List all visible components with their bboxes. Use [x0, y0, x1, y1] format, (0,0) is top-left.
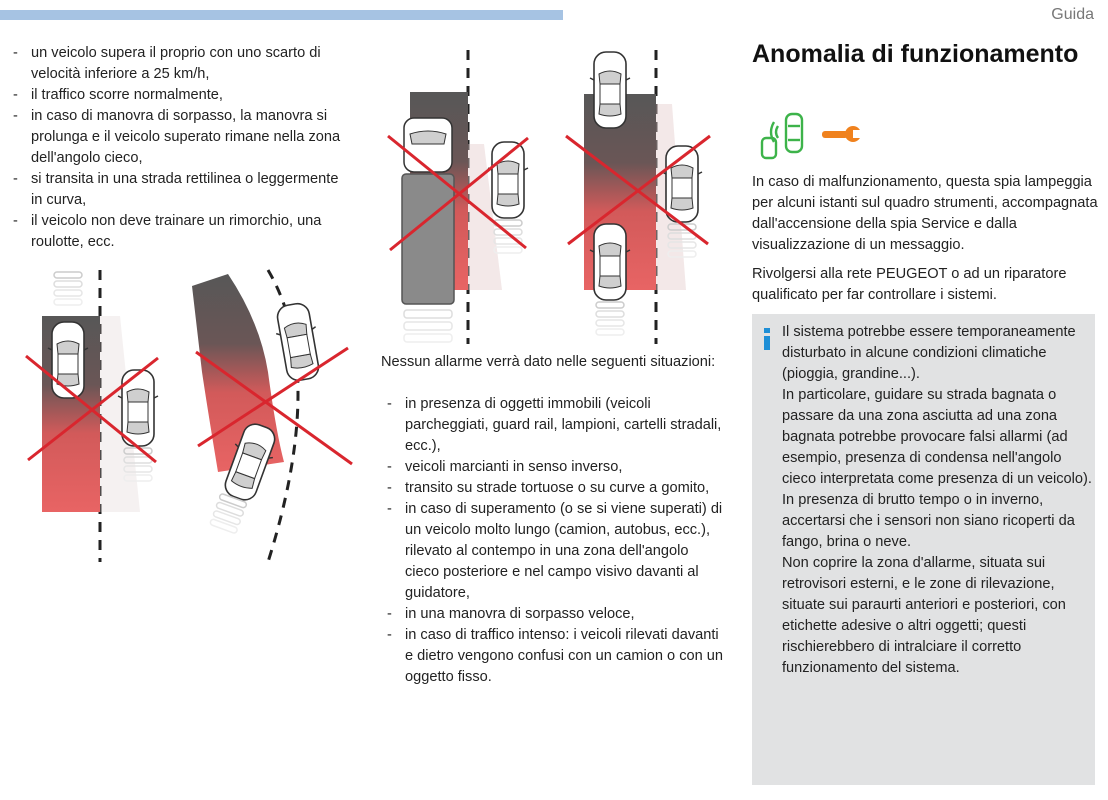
info-box [752, 314, 1095, 785]
list-item: - veicoli marcianti in senso inverso, [381, 457, 726, 478]
list-item: - il traffico scorre normalmente, [7, 85, 352, 106]
wrench-icon [822, 126, 863, 142]
figure-truck-overtake [380, 44, 540, 349]
list-item: - in caso di manovra di sorpasso, la manovra si prolunga e il veicolo superato rimane nella zona dell'angolo cieco, [7, 106, 352, 169]
list-item: - in caso di superamento (o se si viene superati) di un veicolo molto lungo (camion, autobus, ecc.), rilevato al contempo in una zona dell'angolo cieco posteriore e nel campo visivo davanti al guidatore, [381, 499, 726, 604]
info-icon [762, 328, 772, 350]
list-item: - in una manovra di sorpasso veloce, [381, 604, 726, 625]
figure-straight-road [20, 262, 190, 572]
warning-lights [754, 108, 874, 164]
list-item: - il veicolo non deve trainare un rimorchio, una roulotte, ecc. [7, 211, 352, 253]
figure-curved-road [188, 262, 368, 572]
info-paragraph: Il sistema potrebbe essere temporaneamente disturbato in alcune condizioni climatiche (pioggia, grandine...). [782, 324, 1076, 382]
header-accent-bar [0, 10, 563, 20]
blind-spot-warning-icon [762, 114, 802, 158]
list-item: - in presenza di oggetti immobili (veicoli parcheggiati, guard rail, lampioni, cartelli stradali, ecc.), [381, 394, 726, 457]
info-paragraph: In presenza di brutto tempo o in inverno, accertarsi che i sensori non siano ricoperti da fango, brina o neve. [782, 492, 1075, 550]
list-item: - transito su strade tortuose o su curve a gomito, [381, 478, 726, 499]
info-paragraph: Non coprire la zona d'allarme, situata sui retrovisori esterni, e le zone di rilevazione, situate sui paraurti anteriori e posteriori, con etichette adesive o altri oggetti; questi rischierebbero di intralciare il corretto funzionamento del sistema. [782, 555, 1066, 676]
malfunction-paragraph: In caso di malfunzionamento, questa spia lampeggia per alcuni istanti sul quadro strumenti, accompagnata dall'accensione della spia Service e dalla visualizzazione di un messaggio. [752, 174, 1098, 253]
no-alarm-list [381, 394, 726, 688]
no-alarm-intro: Nessun allarme verrà dato nelle seguenti situazioni: [381, 354, 716, 370]
info-text [782, 322, 1092, 679]
list-item: - un veicolo supera il proprio con uno scarto di velocità inferiore a 25 km/h, [7, 43, 352, 85]
info-paragraph: In particolare, guidare su strada bagnata o passare da una zona asciutta ad una zona bagnata potrebbe provocare falsi allarmi (ad esempio, presenza di condensa nell'angolo cieco interpretata come presenza di un veicolo). [782, 387, 1092, 487]
list-item: - in caso di traffico intenso: i veicoli rilevati davanti e dietro vengono confusi con un camion o con un oggetto fisso. [381, 625, 726, 688]
contact-paragraph: Rivolgersi alla rete PEUGEOT o ad un riparatore qualificato per far controllare i sistemi. [752, 266, 1067, 303]
conditions-list [7, 43, 352, 253]
list-item: - si transita in una strada rettilinea o leggermente in curva, [7, 169, 352, 211]
figure-heavy-traffic [562, 44, 722, 349]
section-title: Anomalia di funzionamento [752, 40, 1079, 68]
section-label: Guida [1051, 6, 1094, 23]
